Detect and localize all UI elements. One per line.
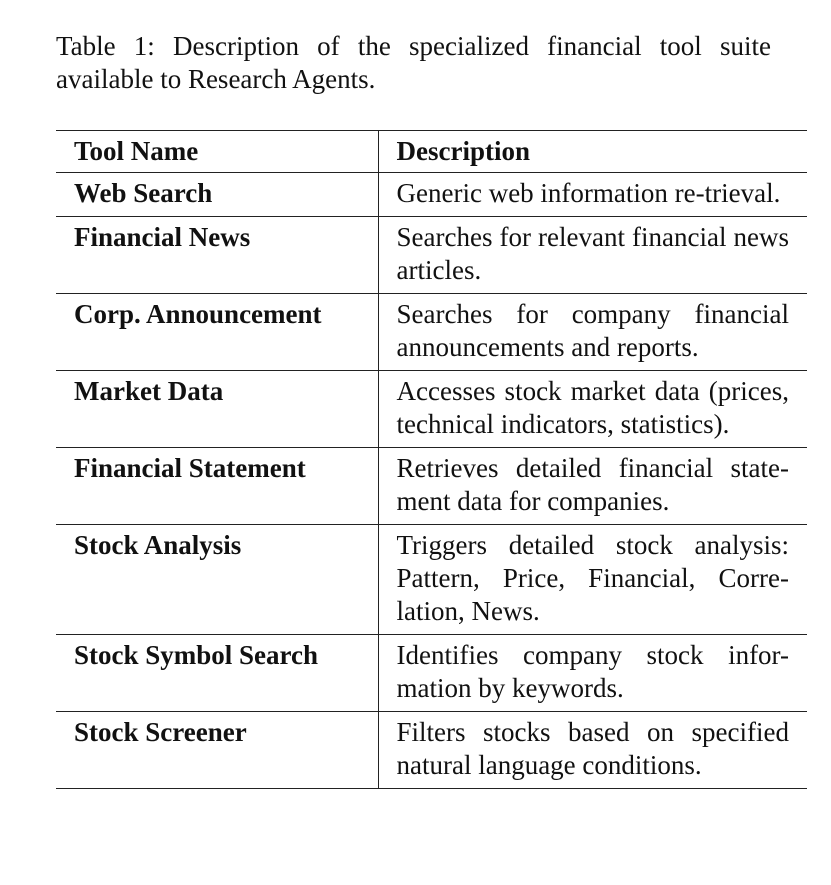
- tool-name-cell: Financial News: [56, 217, 378, 294]
- tool-name-cell: Stock Analysis: [56, 525, 378, 635]
- table-row: [56, 294, 807, 371]
- table-row: [56, 712, 807, 789]
- caption-line-1: Table 1: Description of the specialized financial tool suite: [56, 31, 771, 61]
- tool-description-text: Searches for company financial announcements and reports.: [396, 299, 789, 362]
- table-row: [56, 173, 807, 217]
- tool-name-cell: Financial Statement: [56, 448, 378, 525]
- table-header-row: [56, 131, 807, 173]
- tool-description-cell: [378, 525, 807, 635]
- tool-description-cell: [378, 294, 807, 371]
- tool-description-text: Filters stocks based on specified natural language conditions.: [396, 717, 789, 780]
- table-row: [56, 371, 807, 448]
- caption-line-2: available to Research Agents.: [56, 64, 376, 94]
- tool-description-text: Searches for relevant financial news articles.: [396, 222, 789, 285]
- tool-description-cell: [378, 217, 807, 294]
- tool-name-cell: Web Search: [56, 173, 378, 217]
- tool-description-cell: [378, 371, 807, 448]
- tool-name-cell: Stock Screener: [56, 712, 378, 789]
- tool-description-text: Triggers detailed stock analysis: Pattern, Price, Financial, Corre-lation, News.: [396, 530, 789, 626]
- tool-suite-table: [56, 130, 807, 789]
- tool-name-cell: Corp. Announcement: [56, 294, 378, 371]
- table-row: [56, 448, 807, 525]
- table-row: [56, 217, 807, 294]
- tool-description-cell: [378, 173, 807, 217]
- table-caption: [56, 30, 771, 96]
- tool-description-cell: [378, 448, 807, 525]
- tool-description-cell: [378, 712, 807, 789]
- tool-name-cell: Stock Symbol Search: [56, 635, 378, 712]
- table-row: [56, 525, 807, 635]
- tool-name-cell: Market Data: [56, 371, 378, 448]
- table-row: [56, 635, 807, 712]
- tool-description-text: Identifies company stock infor-mation by keywords.: [396, 640, 789, 703]
- tool-description-text: Retrieves detailed financial state-ment data for companies.: [396, 453, 789, 516]
- tool-description-text: Accesses stock market data (prices, technical indicators, statistics).: [396, 376, 789, 439]
- tool-description-cell: [378, 635, 807, 712]
- header-description: Description: [378, 131, 807, 173]
- header-tool-name: Tool Name: [56, 131, 378, 173]
- tool-description-text: Generic web information re-trieval.: [396, 178, 781, 208]
